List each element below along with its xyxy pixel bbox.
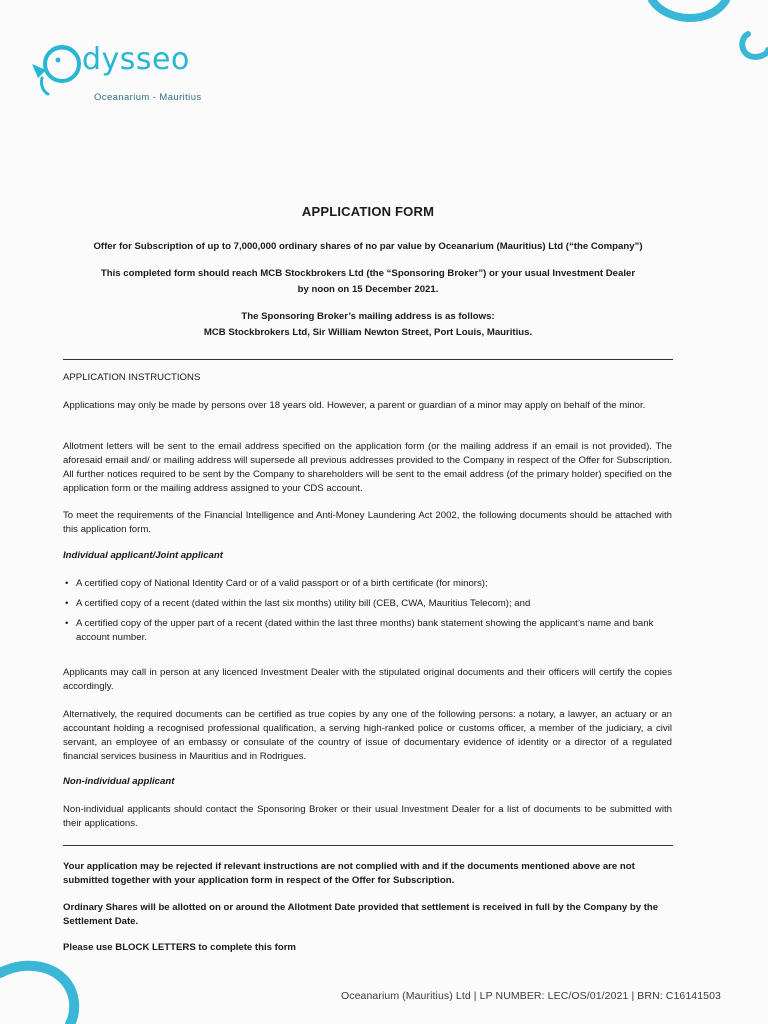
deadline-block (63, 266, 673, 298)
non-individual-heading: Non-individual applicant (63, 776, 175, 787)
brand-name: dysseo (82, 42, 190, 77)
warning-allotment: Ordinary Shares will be allotted on or around the Allotment Date provided that settlement is received in full by the Company by the Settlement Date. (63, 902, 659, 927)
list-item: • A certified copy of a recent (dated within the last six months) utility bill (CEB, CWA, Mauritius Telecom); and (65, 598, 531, 609)
paragraph-age-requirement: Applications may only be made by persons over 18 years old. However, a parent or guardian of a minor may apply on behalf of the minor. (63, 400, 646, 411)
deadline-line-2: by noon on 15 December 2021. (297, 284, 439, 295)
address-line-1: The Sponsoring Broker’s mailing address is as follows: (241, 311, 495, 322)
page-title: APPLICATION FORM (301, 204, 435, 219)
list-item: • A certified copy of National Identity Card or of a valid passport or of a birth certificate (for minors); (65, 578, 488, 589)
deadline-line-1: This completed form should reach MCB Stockbrokers Ltd (the “Sponsoring Broker”) or your usual Investment Dealer (100, 268, 636, 279)
divider-top (63, 359, 673, 360)
address-block (63, 309, 673, 341)
individual-applicant-heading: Individual applicant/Joint applicant (63, 550, 223, 561)
required-documents-list (63, 577, 673, 651)
fish-logo-icon (28, 42, 88, 98)
instructions-heading: APPLICATION INSTRUCTIONS (63, 372, 201, 383)
list-item: • A certified copy of the upper part of a recent (dated within the last three months) bank statement showing the applicant’s name and bank account number. (65, 618, 654, 643)
paragraph-certified-copies: Alternatively, the required documents can be certified as true copies by any one of the following persons: a notary, a lawyer, an actuary or an accountant holding a recognised professional qualification, a serving high-ranked police or customs officer, a member of the judiciary, a civil servant, an employee of an embassy or consulate of the country of issue of documentary evidence of identity or a director of a regulated financial services business in Mauritius and in Rodrigues. (63, 709, 672, 762)
warning-rejected: Your application may be rejected if relevant instructions are not complied with and if the documents mentioned above are not submitted together with your application form in respect of the Offer for Subscription. (63, 861, 635, 886)
odysseo-logo (28, 42, 228, 106)
paragraph-non-individual: Non-individual applicants should contact the Sponsoring Broker or their usual Investment Dealer for a list of documents to be submitted with their applications. (63, 804, 672, 829)
brand-tagline: Oceanarium - Mauritius (94, 92, 202, 103)
footer-company-info: Oceanarium (Mauritius) Ltd | LP NUMBER: LEC/OS/01/2021 | BRN: C16141503 (340, 990, 721, 1002)
paragraph-in-person: Applicants may call in person at any licenced Investment Dealer with the stipulated original documents and their officers will certify the copies accordingly. (63, 667, 672, 692)
corner-swirl-top-right (640, 0, 768, 70)
divider-bottom (63, 845, 673, 846)
offer-line: Offer for Subscription of up to 7,000,000 ordinary shares of no par value by Oceanarium (Mauritius) Ltd (“the Company”) (93, 241, 643, 252)
block-letters-note: Please use BLOCK LETTERS to complete this form (63, 942, 296, 953)
paragraph-aml-requirements: To meet the requirements of the Financial Intelligence and Anti-Money Laundering Act 2002, the following documents should be attached with this application form. (63, 510, 672, 535)
address-line-2: MCB Stockbrokers Ltd, Sir William Newton Street, Port Louis, Mauritius. (203, 327, 533, 338)
corner-swirl-bottom-left (0, 955, 90, 1024)
paragraph-allotment-letters: Allotment letters will be sent to the email address specified on the application form (or the mailing address if an email is not provided). The aforesaid email and/ or mailing address will supersede all previous addresses provided to the Company in respect of the Offer for Subscription. All further notices required to be sent by the Company to shareholders will be sent to the email address (of the primary holder) specified on the application form or the mailing address assigned to your CDS account. (63, 441, 672, 494)
